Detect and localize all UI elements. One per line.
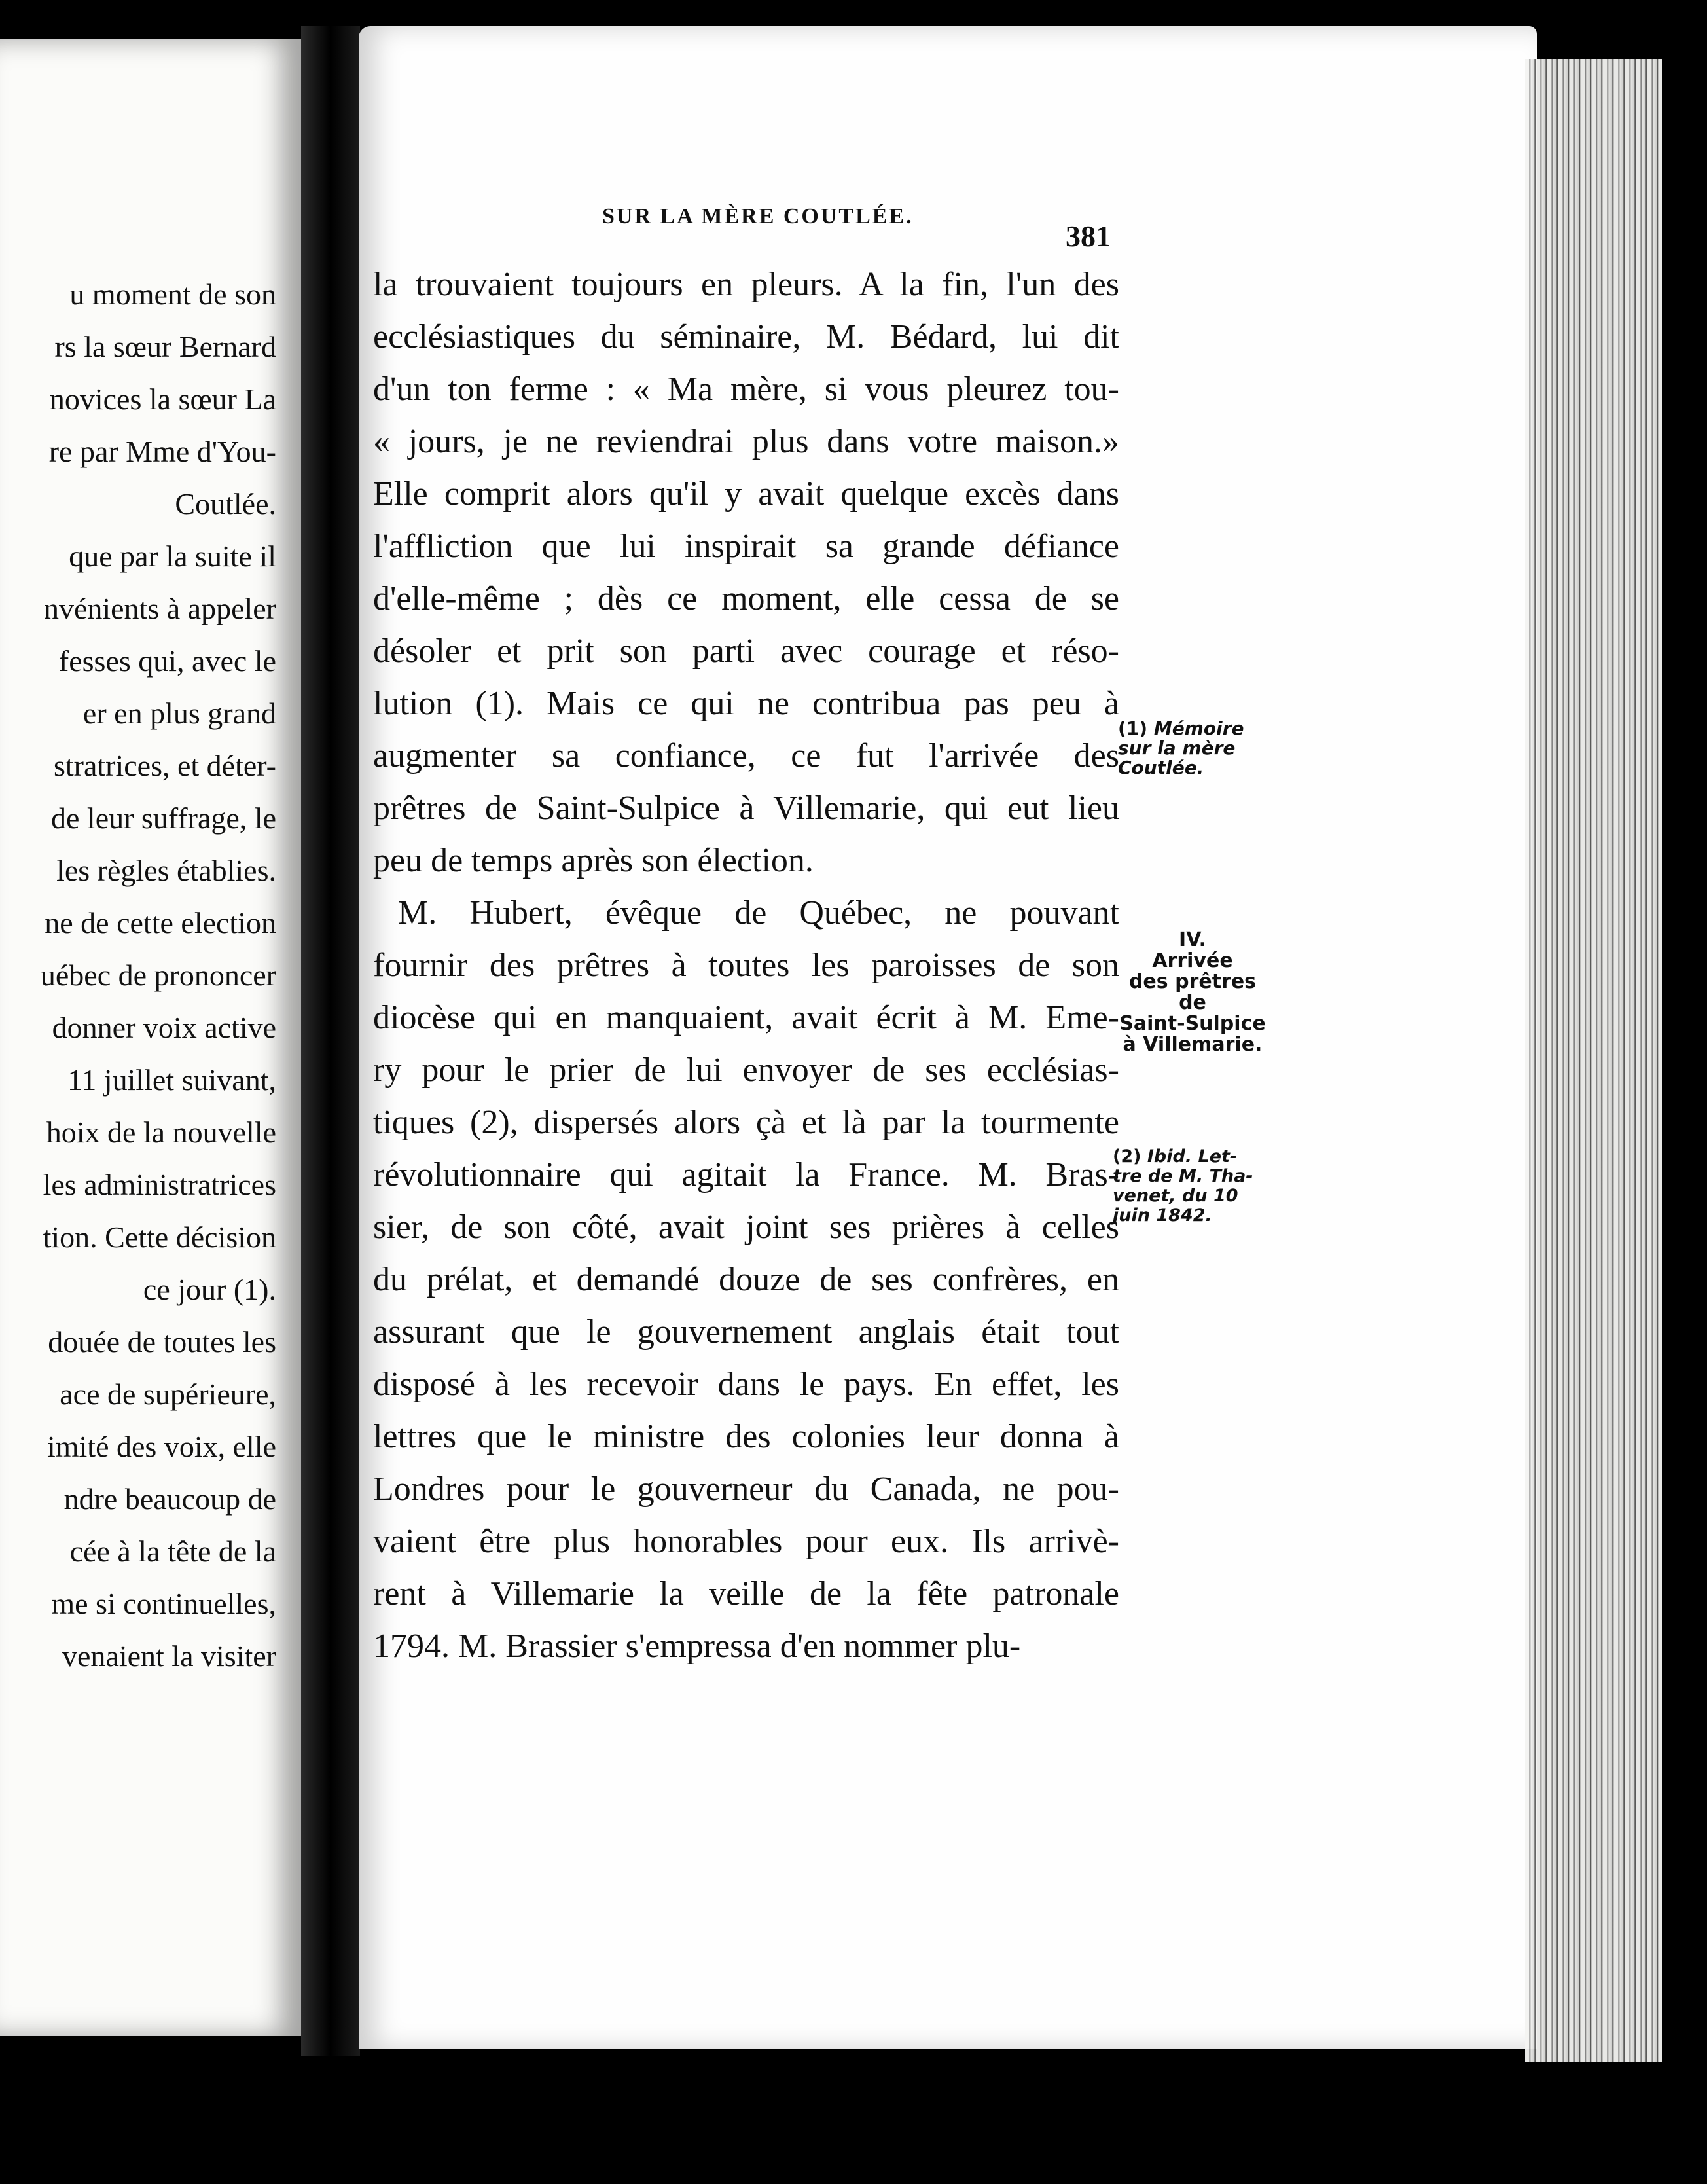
body-text — [373, 259, 1119, 1673]
body-text-line: vaient être plus honorables pour eux. Ils arrivè- — [373, 1523, 1119, 1560]
body-text-line: l'affliction que lui inspirait sa grande défiance — [373, 528, 1119, 565]
left-page-text — [0, 268, 276, 1683]
sidenote-numeral: IV. — [1179, 928, 1206, 951]
body-text-line: du prélat, et demandé douze de ses confrères, en — [373, 1261, 1119, 1298]
left-page-line: tion. Cette décision — [43, 1220, 276, 1254]
left-page-line: douée de toutes les — [48, 1325, 276, 1358]
page-fore-edge — [1525, 59, 1676, 2062]
sidenote-line1: Arrivée — [1152, 949, 1233, 972]
left-page-line: ce jour (1). — [143, 1273, 276, 1306]
running-head: SUR LA MÈRE COUTLÉE. — [602, 204, 914, 228]
left-page-line: imité des voix, elle — [46, 1430, 276, 1463]
left-page-line: les administratrices — [43, 1168, 276, 1201]
footnote-2-line3: venet, du 10 — [1113, 1186, 1238, 1206]
book-gutter — [301, 26, 360, 2056]
footnote-2-line2: tre de M. Tha- — [1113, 1166, 1253, 1186]
left-page-line: ace de supérieure, — [60, 1377, 276, 1411]
body-text-line: lettres que le ministre des colonies leur donna à — [373, 1418, 1119, 1455]
left-page-line: me si continuelles, — [51, 1587, 276, 1620]
left-page-line: stratrices, et déter- — [53, 749, 276, 782]
body-text-line: d'elle-même ; dès ce moment, elle cessa de se — [373, 580, 1119, 617]
footnote-2-line4: juin 1842. — [1113, 1205, 1212, 1226]
left-page-line: Coutlée. — [175, 487, 276, 520]
footnote-2-number: (2) — [1113, 1146, 1141, 1167]
footnote-1-number: (1) — [1118, 718, 1148, 739]
sidenote-line3: de — [1179, 991, 1206, 1014]
left-page-line: ne de cette election — [45, 906, 276, 939]
left-page-line: fesses qui, avec le — [58, 644, 276, 678]
left-page-line: er en plus grand — [82, 697, 276, 730]
left-page-line: de leur suffrage, le — [51, 801, 276, 835]
body-text-line: diocèse qui en manquaient, avait écrit à M. Eme- — [373, 999, 1119, 1036]
left-page-line: rs la sœur Bernard — [54, 330, 276, 363]
left-page-line: que par la suite il — [69, 539, 276, 573]
sidenote-line5: à Villemarie. — [1123, 1033, 1263, 1056]
body-text-line: rent à Villemarie la veille de la fête patronale — [373, 1575, 1119, 1612]
body-text-line: désoler et prit son parti avec courage et réso- — [373, 632, 1119, 670]
footnote-1-line3: Coutlée. — [1118, 757, 1204, 778]
left-page-line: venaient la visiter — [62, 1639, 276, 1673]
footnote-1 — [1118, 719, 1288, 778]
sidenote-line2: des prêtres — [1128, 970, 1257, 993]
body-text-line: « jours, je ne reviendrai plus dans votre maison.» — [373, 423, 1119, 460]
body-text-line: M. Hubert, évêque de Québec, ne pouvant — [398, 894, 1119, 932]
left-page-line: ndre beaucoup de — [63, 1482, 276, 1516]
body-text-line: fournir des prêtres à toutes les paroisses de son — [373, 947, 1119, 984]
left-page — [0, 39, 301, 2036]
left-page-line: novices la sœur La — [49, 382, 276, 416]
footnote-1-line2: sur la mère — [1118, 737, 1236, 759]
left-page-line: donner voix active — [52, 1011, 276, 1044]
left-page-line: u moment de son — [69, 278, 276, 311]
body-text-line: lution (1). Mais ce qui ne contribua pas peu à — [373, 685, 1119, 722]
body-text-line: 1794. M. Brassier s'empressa d'en nommer plu- — [373, 1628, 1021, 1665]
body-text-line: Londres pour le gouverneur du Canada, ne pou- — [373, 1470, 1119, 1508]
scan-speck — [511, 0, 529, 12]
left-page-line: hoix de la nouvelle — [46, 1116, 276, 1149]
body-text-line: disposé à les recevoir dans le pays. En effet, les — [373, 1366, 1119, 1403]
sidenote-line4: Saint-Sulpice — [1119, 1012, 1266, 1035]
body-text-line: ecclésiastiques du séminaire, M. Bédard, lui dit — [373, 318, 1119, 355]
footnote-1-line1: Mémoire — [1153, 718, 1244, 739]
body-text-line: augmenter sa confiance, ce fut l'arrivée des — [373, 737, 1119, 774]
left-page-line: re par Mme d'You- — [48, 435, 276, 468]
left-page-line: uébec de prononcer — [40, 958, 276, 992]
body-text-line: ry pour le prier de lui envoyer de ses ecclésias- — [373, 1051, 1119, 1089]
body-text-line: tiques (2), dispersés alors çà et là par la tourmente — [373, 1104, 1119, 1141]
left-page-line: nvénients à appeler — [43, 592, 276, 625]
body-text-line: révolutionnaire qui agitait la France. M. Bras- — [373, 1156, 1119, 1193]
left-page-line: les règles établies. — [56, 854, 276, 887]
body-text-line: sier, de son côté, avait joint ses prières à celles — [373, 1209, 1119, 1246]
left-page-line: 11 juillet suivant, — [67, 1063, 276, 1097]
left-page-line: cée à la tête de la — [69, 1535, 276, 1568]
margin-sidenote — [1114, 930, 1271, 1055]
footnote-2-line1: Ibid. Let- — [1147, 1146, 1238, 1167]
body-text-line: assurant que le gouvernement anglais était tout — [373, 1313, 1119, 1351]
body-text-line: prêtres de Saint-Sulpice à Villemarie, qui eut lieu — [373, 790, 1119, 827]
body-text-line: Elle comprit alors qu'il y avait quelque excès dans — [373, 475, 1119, 513]
edge-shadow — [1662, 39, 1707, 2082]
body-text-line: la trouvaient toujours en pleurs. A la fin, l'un des — [373, 266, 1119, 303]
body-text-line: d'un ton ferme : « Ma mère, si vous pleurez tou- — [373, 371, 1119, 408]
page-number: 381 — [1066, 219, 1111, 253]
body-text-line: peu de temps après son élection. — [373, 842, 814, 879]
footnote-2 — [1113, 1147, 1263, 1226]
